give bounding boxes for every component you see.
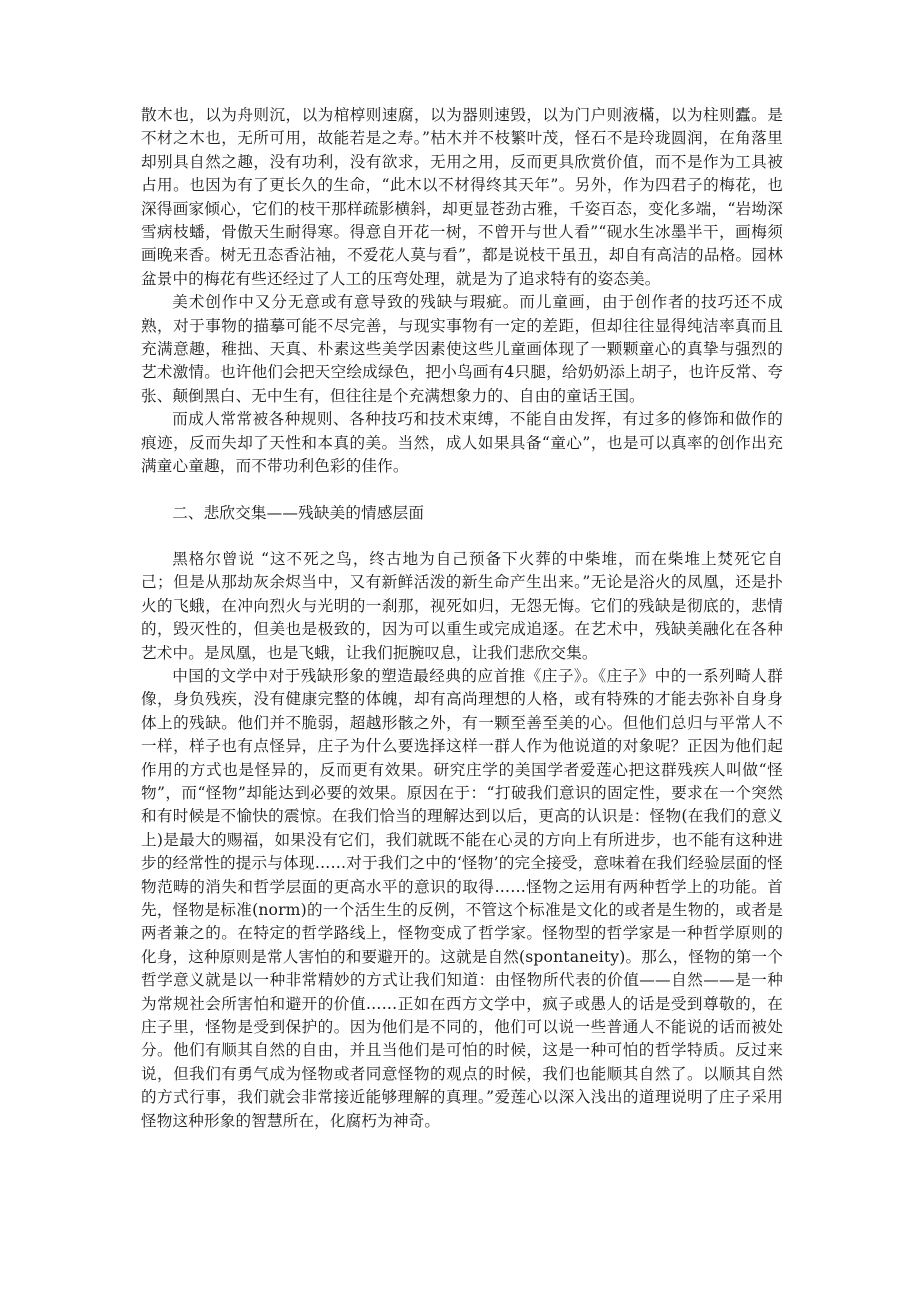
paragraph-adult-art: 而成人常常被各种规则、各种技巧和技术束缚，不能自由发挥，有过多的修饰和做作的痕迹，反而失却了天性和本真的美。当然，成人如果具备“童心”，也是可以真率的创作出充满童心童趣，而不带功利色彩的佳作。 — [141, 410, 783, 476]
paragraph-continuation: 散木也，以为舟则沉，以为棺椁则速腐，以为器则速毁，以为门户则液樠，以为柱则蠹。是不材之木也，无所可用，故能若是之寿。”枯木并不枝繁叶茂，怪石不是玲珑圆润，在角落里却别具自然之趣，没有功利，没有欲求，无用之用，反而更具欣赏价值，而不是作为工具被占用。也因为有了更长久的生命，“此木以不材得终其天年”。另外，作为四君子的梅花，也深得画家倾心，它们的枝干那样疏影横斜，却更显苍劲古雅，千姿百态，变化多端，“岩坳深雪病枝蟠，骨傲天生耐得寒。得意自开花一树，不曾开与世人看”“砚水生冰墨半干，画梅须画晚来香。树无丑态香沾袖，不爱花人莫与看”，都是说枝干虽丑，却自有高洁的品格。园林盆景中的梅花有些还经过了人工的压弯处理，就是为了追求特有的姿态美。 — [141, 106, 783, 288]
paragraph-hegel: 黑格尔曾说 “这不死之鸟，终古地为自己预备下火葬的中柴堆，而在柴堆上焚死它自己；但是从那劫灰余烬当中，又有新鲜活泼的新生命产生出来。”无论是浴火的凤凰，还是扑火的飞蛾，在冲向烈火与光明的一刹那，视死如归，无怨无悔。它们的残缺是彻底的，悲情的，毁灭性的，但美也是极致的，因为可以重生或完成追逐。在艺术中，残缺美融化在各种艺术中。是凤凰，也是飞蛾，让我们扼腕叹息，让我们悲欣交集。 — [141, 549, 783, 662]
section-heading: 二、悲欣交集——残缺美的情感层面 — [172, 503, 425, 522]
paragraph-zhuangzi: 中国的文学中对于残缺形象的塑造最经典的应首推《庄子》。《庄子》中的一系列畸人群像，身负残疾，没有健康完整的体魄，却有高尚理想的人格，或有特殊的才能去弥补自身身体上的残缺。他们并不脆弱，超越形骸之外，有一颗至善至美的心。但他们总归与平常人不一样，样子也有点怪异，庄子为什么要选择这样一群人作为他说道的对象呢？正因为他们起作用的方式也是怪异的，反而更有效果。研究庄学的美国学者爱莲心把这群残疾人叫做“怪物”，而“怪物”却能达到必要的效果。原因在于：“打破我们意识的固定性，要求在一个突然和有时候是不愉快的震惊。在我们恰当的理解达到以后，更高的认识是：怪物(在我们的意义上)是最大的赐福，如果没有它们，我们就既不能在心灵的方向上有所进步，也不能有这种进步的经常性的提示与体现……对于我们之中的‘怪物’的完全接受，意味着在我们经验层面的怪物范畴的消失和哲学层面的更高水平的意识的取得……怪物之运用有两种哲学上的功能。首先，怪物是标准(norm)的一个活生生的反例，不管这个标准是文化的或者是生物的，或者是两者兼之的。在特定的哲学路线上，怪物变成了哲学家。怪物型的哲学家是一种哲学原则的化身，这种原则是常人害怕的和要避开的。这就是自然(spontaneity)。那么，怪物的第一个哲学意义就是以一种非常精妙的方式让我们知道：由怪物所代表的价值——自然——是一种为常规社会所害怕和避开的价值……正如在西方文学中，疯子或愚人的话是受到尊敬的，在庄子里，怪物是受到保护的。因为他们是不同的，他们可以说一些普通人不能说的话而被处分。他们有顺其自然的自由，并且当他们是可怕的时候，这是一种可怕的哲学特质。反过来说，但我们有勇气成为怪物或者同意怪物的观点的时候，我们也能顺其自然了。以顺其自然的方式行事，我们就会非常接近能够理解的真理。”爱莲心以深入浅出的道理说明了庄子采用怪物这种形象的智慧所在，化腐朽为神奇。 — [141, 666, 783, 1130]
document-page — [141, 104, 783, 1133]
paragraph-children-art: 美术创作中又分无意或有意导致的残缺与瑕疵。而儿童画，由于创作者的技巧还不成熟，对于事物的描摹可能不尽完善，与现实事物有一定的差距，但却往往显得纯洁率真而且充满意趣，稚拙、天真、朴素这些美学因素使这些儿童画体现了一颗颗童心的真挚与强烈的艺术激情。也许他们会把天空绘成绿色，把小鸟画有4只腿，给奶奶添上胡子，也许反常、夸张、颠倒黑白、无中生有，但往往是个充满想象力的、自由的童话王国。 — [141, 293, 783, 405]
